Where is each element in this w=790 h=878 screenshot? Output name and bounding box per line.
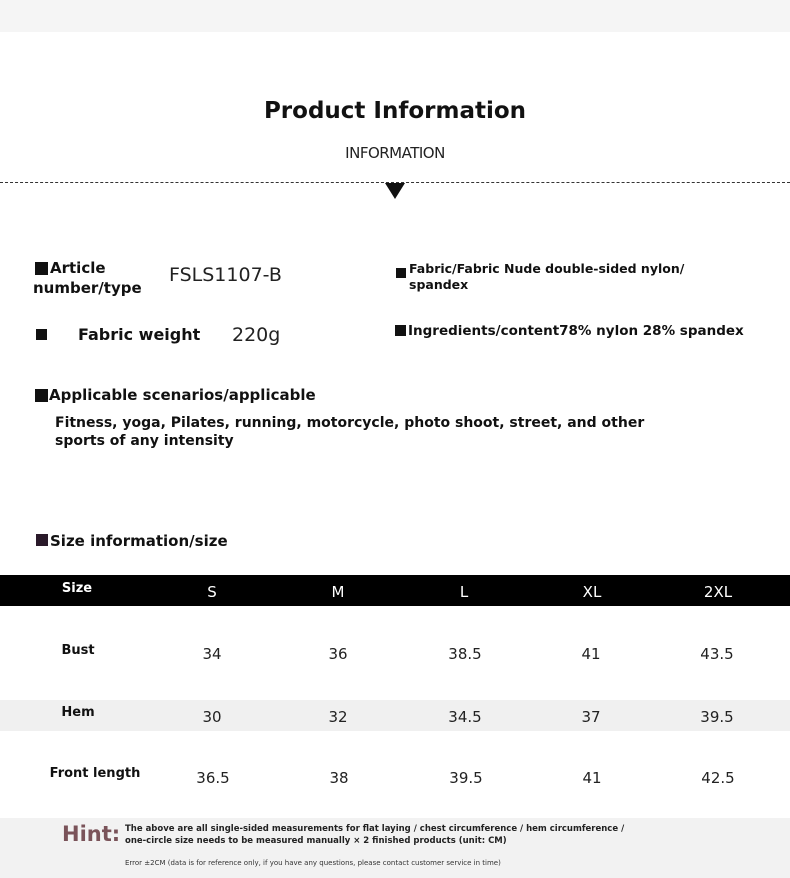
- cell-front-s: 36.5: [196, 769, 230, 787]
- article-value: FSLS1107-B: [169, 264, 282, 286]
- cell-bust-2xl: 43.5: [700, 645, 734, 663]
- row-label-front-length: Front length: [49, 766, 141, 781]
- header-2xl: 2XL: [703, 583, 733, 601]
- table-row: [0, 606, 790, 700]
- bullet-square-icon: [396, 268, 406, 278]
- cell-bust-xl: 41: [581, 645, 601, 663]
- article-label: [50, 259, 106, 278]
- hint-title: Hint:: [62, 822, 121, 846]
- cell-bust-l: 38.5: [448, 645, 482, 663]
- weight-value: 220g: [232, 324, 281, 346]
- header-s: S: [207, 583, 217, 601]
- article-label-line1: Article: [50, 259, 106, 277]
- ingredients-label: Ingredients/content78% nylon 28% spandex: [408, 323, 744, 339]
- bullet-square-icon: [35, 389, 48, 402]
- bullet-square-icon: [36, 534, 48, 546]
- hint-text: [125, 823, 645, 847]
- cell-hem-s: 30: [202, 708, 222, 726]
- cell-bust-s: 34: [202, 645, 222, 663]
- cell-bust-m: 36: [328, 645, 348, 663]
- row-label-hem: Hem: [61, 705, 95, 720]
- row-label-bust: Bust: [61, 643, 95, 658]
- cell-front-xl: 41: [582, 769, 602, 787]
- table-row: [0, 700, 790, 731]
- cell-front-l: 39.5: [449, 769, 483, 787]
- cell-hem-l: 34.5: [448, 708, 482, 726]
- cell-front-m: 38: [329, 769, 349, 787]
- hint-note: Error ±2CM (data is for reference only, if you have any questions, please contact customer service in time): [125, 859, 501, 867]
- hint-text-line1: The above are all single-sided measurements for flat laying / chest circumference / hem circumference /: [125, 824, 625, 834]
- bullet-square-icon: [395, 325, 406, 336]
- hint-text-line2: one-circle size needs to be measured manually × 2 finished products (unit: CM): [125, 836, 507, 846]
- header-l: L: [459, 583, 469, 601]
- page-subtitle: INFORMATION: [345, 144, 445, 162]
- weight-label: Fabric weight: [78, 325, 201, 344]
- cell-hem-xl: 37: [581, 708, 601, 726]
- header-m: M: [331, 583, 345, 601]
- article-label-2: [33, 279, 142, 298]
- bullet-square-icon: [36, 329, 47, 340]
- size-section-label: Size information/size: [50, 532, 228, 550]
- cell-hem-m: 32: [328, 708, 348, 726]
- scenarios-text: Fitness, yoga, Pilates, running, motorcycle, photo shoot, street, and other sports of any intensity: [55, 415, 645, 449]
- article-label-line2: number/type: [33, 279, 142, 297]
- scenarios-label: Applicable scenarios/applicable: [49, 386, 316, 404]
- page-title: Product Information: [263, 98, 527, 124]
- header-size: Size: [61, 581, 93, 596]
- header-xl: XL: [582, 583, 602, 601]
- cell-hem-2xl: 39.5: [700, 708, 734, 726]
- fabric-label: Fabric/Fabric Nude double-sided nylon/: [409, 261, 685, 276]
- triangle-down-icon: [385, 183, 405, 199]
- fabric-label-line2: spandex: [409, 277, 469, 292]
- bullet-square-icon: [35, 262, 48, 275]
- size-table-header: [0, 575, 790, 606]
- cell-front-2xl: 42.5: [701, 769, 735, 787]
